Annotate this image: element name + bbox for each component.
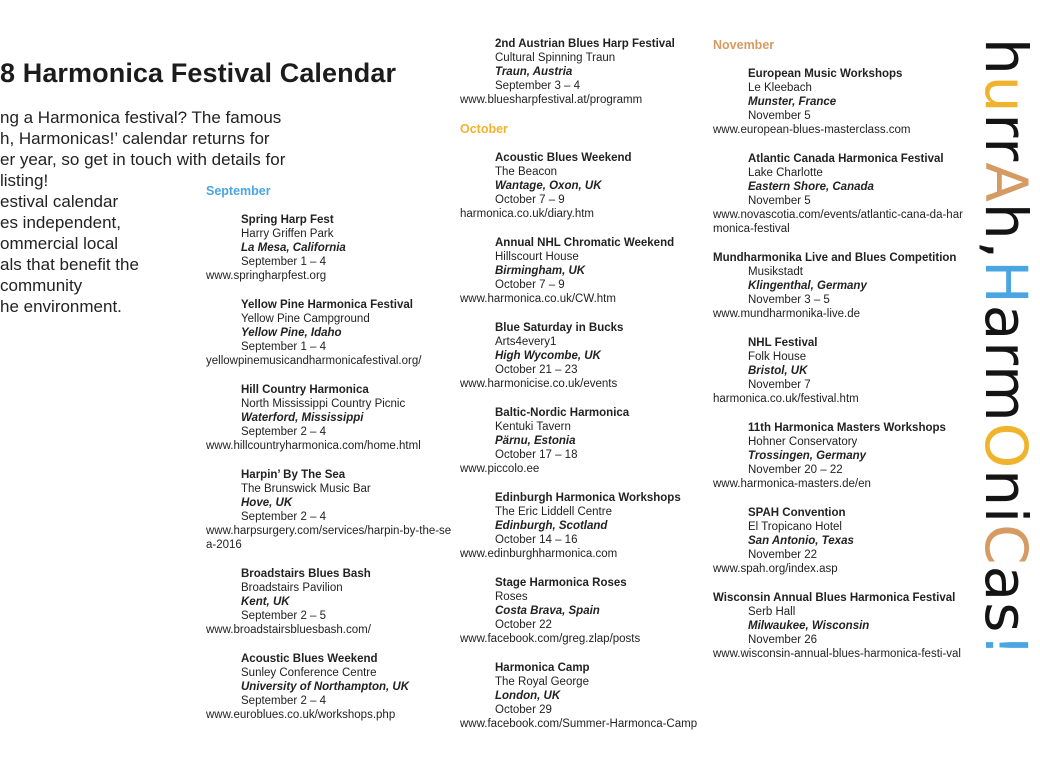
festival-name: 11th Harmonica Masters Workshops — [748, 422, 946, 434]
festival-name: 2nd Austrian Blues Harp Festival — [495, 38, 675, 50]
festival-entry — [460, 661, 710, 731]
festival-entry — [713, 152, 963, 236]
festival-venue: Serb Hall — [748, 606, 796, 618]
festival-dates: September 1 – 4 — [241, 256, 327, 268]
intro-line: listing! — [0, 171, 49, 190]
festival-dates: October 7 – 9 — [495, 194, 565, 206]
festival-location: Eastern Shore, Canada — [748, 181, 874, 193]
festival-dates: November 7 — [748, 379, 811, 391]
festival-website: www.facebook.com/greg.zlap/posts — [460, 633, 641, 645]
festival-venue: Folk House — [748, 351, 807, 363]
festival-location: University of Northampton, UK — [241, 681, 410, 693]
festival-website: www.harmonica.co.uk/CW.htm — [460, 293, 616, 305]
vertical-title-letter: a — [972, 304, 1040, 342]
festival-location: Kent, UK — [241, 596, 290, 608]
festival-website: www.piccolo.ee — [460, 463, 540, 475]
festival-location: Pärnu, Estonia — [495, 435, 576, 447]
festival-location: Milwaukee, Wisconsin — [748, 620, 870, 632]
festival-location: London, UK — [495, 690, 561, 702]
festival-name: Acoustic Blues Weekend — [241, 653, 378, 665]
festival-name: Harmonica Camp — [495, 662, 590, 674]
festival-entry — [206, 468, 456, 552]
festival-location: Yellow Pine, Idaho — [241, 327, 342, 339]
festival-dates: November 22 — [748, 549, 818, 561]
intro-line: ommercial local — [0, 234, 119, 253]
festival-entry — [460, 236, 710, 306]
festival-website: yellowpinemusicandharmonicafestival.org/ — [206, 355, 422, 367]
festival-name: Baltic-Nordic Harmonica — [495, 407, 630, 419]
festival-location: Hove, UK — [241, 497, 293, 509]
festival-entry — [713, 506, 963, 576]
festival-location: Klingenthal, Germany — [748, 280, 867, 292]
festival-entry — [713, 591, 963, 661]
festival-dates: November 26 — [748, 634, 818, 646]
festival-venue: North Mississippi Country Picnic — [241, 398, 406, 410]
festival-venue: Hillscourt House — [495, 251, 579, 263]
festival-location: Traun, Austria — [495, 66, 573, 78]
festival-venue: Le Kleebach — [748, 82, 812, 94]
festival-venue: Broadstairs Pavilion — [241, 582, 343, 594]
festival-name: Atlantic Canada Harmonica Festival — [748, 153, 944, 165]
festival-location: Munster, France — [748, 96, 837, 108]
month-heading: November — [713, 38, 775, 52]
festival-dates: October 22 — [495, 619, 552, 631]
festival-location: Birmingham, UK — [495, 265, 586, 277]
vertical-title-letter: h — [972, 202, 1040, 241]
festival-location: Trossingen, Germany — [748, 450, 867, 462]
vertical-title-letter: , — [972, 240, 1040, 261]
intro-line: er year, so get in touch with details for — [0, 150, 286, 169]
vertical-title-letter: H — [972, 260, 1040, 305]
festival-venue: The Beacon — [495, 166, 558, 178]
festival-venue: Cultural Spinning Traun — [495, 52, 616, 64]
festival-website: www.facebook.com/Summer-Harmonca-Camp — [460, 718, 698, 730]
festival-dates: November 3 – 5 — [748, 294, 830, 306]
festival-name: Edinburgh Harmonica Workshops — [495, 492, 681, 504]
page-title: 8 Harmonica Festival Calendar — [0, 58, 397, 88]
festival-entry — [713, 251, 963, 321]
festival-dates: November 5 — [748, 195, 811, 207]
festival-website: www.broadstairsbluesbash.com/ — [206, 624, 371, 636]
festival-name: Annual NHL Chromatic Weekend — [495, 237, 675, 249]
festival-entry — [206, 213, 456, 283]
vertical-title-letter: r — [972, 341, 1040, 366]
festival-dates: October 14 – 16 — [495, 534, 578, 546]
vertical-title-letter: u — [972, 75, 1040, 114]
festival-name: Blue Saturday in Bucks — [495, 322, 624, 334]
festival-location: Costa Brava, Spain — [495, 605, 600, 617]
festival-venue: Harry Griffen Park — [241, 228, 334, 240]
festival-name: Mundharmonika Live and Blues Competition — [713, 252, 957, 264]
festival-name: Wisconsin Annual Blues Harmonica Festival — [713, 592, 956, 604]
vertical-title-letter: s — [972, 602, 1040, 634]
vertical-title-letter: m — [972, 365, 1040, 423]
intro-line: he environment. — [0, 297, 122, 316]
festival-entry — [206, 652, 456, 722]
festival-website: www.wisconsin-annual-blues-harmonica-festi-val — [713, 648, 961, 660]
intro-line: estival calendar — [0, 192, 119, 211]
festival-location: Waterford, Mississippi — [241, 412, 364, 424]
festival-entry — [460, 151, 710, 221]
festival-entry — [713, 67, 963, 137]
festival-dates: October 29 — [495, 704, 552, 716]
festival-venue: The Brunswick Music Bar — [241, 483, 371, 495]
festival-dates: November 20 – 22 — [748, 464, 843, 476]
october-column — [460, 37, 710, 746]
month-heading: September — [206, 184, 271, 198]
festival-location: Edinburgh, Scotland — [495, 520, 608, 532]
festival-name: Spring Harp Fest — [241, 214, 334, 226]
festival-venue: Sunley Conference Centre — [241, 667, 377, 679]
festival-venue: Yellow Pine Campground — [241, 313, 370, 325]
festival-name: Yellow Pine Harmonica Festival — [241, 299, 413, 311]
festival-dates: September 1 – 4 — [241, 341, 327, 353]
festival-website: www.european-blues-masterclass.com — [713, 124, 911, 136]
festival-entry — [206, 383, 456, 453]
festival-venue: Hohner Conservatory — [748, 436, 858, 448]
festival-dates: November 5 — [748, 110, 811, 122]
festival-entry — [460, 321, 710, 391]
intro-line: als that benefit the — [0, 255, 139, 274]
vertical-title-letter: A — [972, 162, 1040, 203]
festival-name: NHL Festival — [748, 337, 818, 349]
festival-website: www.mundharmonika-live.de — [713, 308, 861, 320]
vertical-title-letter: ! — [972, 633, 1040, 658]
festival-entry — [460, 491, 710, 561]
festival-venue: El Tropicano Hotel — [748, 521, 842, 533]
festival-venue: Kentuki Tavern — [495, 421, 571, 433]
festival-entry — [713, 421, 963, 491]
festival-website: www.harmonica-masters.de/en — [713, 478, 871, 490]
festival-venue: The Royal George — [495, 676, 589, 688]
festival-dates: October 17 – 18 — [495, 449, 578, 461]
festival-website: www.harmonicise.co.uk/events — [460, 378, 618, 390]
festival-website: www.novascotia.com/events/atlantic-cana-da-harmonica-festival — [713, 209, 963, 235]
september-column — [206, 184, 456, 737]
festival-name: Harpin’ By The Sea — [241, 469, 346, 481]
festival-name: Acoustic Blues Weekend — [495, 152, 632, 164]
festival-location: San Antonio, Texas — [748, 535, 854, 547]
festival-dates: September 2 – 4 — [241, 511, 327, 523]
festival-dates: October 7 – 9 — [495, 279, 565, 291]
festival-dates: October 21 – 23 — [495, 364, 578, 376]
vertical-title-letter: n — [972, 469, 1040, 508]
festival-name: SPAH Convention — [748, 507, 846, 519]
festival-website: www.harpsurgery.com/services/harpin-by-the-sea-2016 — [206, 525, 452, 551]
festival-website: harmonica.co.uk/festival.htm — [713, 393, 859, 405]
festival-entry — [460, 37, 710, 107]
festival-dates: September 2 – 5 — [241, 610, 327, 622]
festival-venue: The Eric Liddell Centre — [495, 506, 612, 518]
festival-dates: September 2 – 4 — [241, 426, 327, 438]
vertical-title-letter: O — [972, 422, 1040, 470]
month-heading: October — [460, 122, 508, 136]
festival-website: www.euroblues.co.uk/workshops.php — [206, 709, 396, 721]
festival-website: www.springharpfest.org — [206, 270, 327, 282]
vertical-title-letter: C — [972, 524, 1040, 566]
vertical-title-letter: i — [972, 507, 1040, 525]
festival-website: www.edinburghharmonica.com — [460, 548, 618, 560]
festival-entry — [206, 567, 456, 637]
festival-location: Bristol, UK — [748, 365, 808, 377]
intro-line: community — [0, 276, 83, 295]
festival-entry — [206, 298, 456, 368]
november-column — [713, 38, 963, 676]
intro-line: h, Harmonicas!’ calendar returns for — [0, 129, 270, 148]
festival-name: Stage Harmonica Roses — [495, 577, 627, 589]
festival-website: www.hillcountryharmonica.com/home.html — [206, 440, 421, 452]
festival-entry — [713, 336, 963, 406]
festival-name: European Music Workshops — [748, 68, 903, 80]
festival-name: Broadstairs Blues Bash — [241, 568, 371, 580]
festival-website: harmonica.co.uk/diary.htm — [460, 208, 595, 220]
vertical-hurrah-harmonicas-title — [972, 38, 1040, 738]
festival-website: www.bluesharpfestival.at/programm — [460, 94, 643, 106]
festival-location: High Wycombe, UK — [495, 350, 601, 362]
festival-entry — [460, 406, 710, 476]
festival-location: Wantage, Oxon, UK — [495, 180, 602, 192]
festival-venue: Roses — [495, 591, 528, 603]
festival-name: Hill Country Harmonica — [241, 384, 369, 396]
vertical-title-letter: h — [972, 38, 1040, 76]
festival-venue: Arts4every1 — [495, 336, 557, 348]
vertical-title-letter: a — [972, 565, 1040, 603]
intro-line: es independent, — [0, 213, 121, 232]
festival-dates: September 2 – 4 — [241, 695, 327, 707]
vertical-title-letter: r — [972, 113, 1040, 138]
festival-venue: Musikstadt — [748, 266, 803, 278]
vertical-title-letter: r — [972, 137, 1040, 163]
festival-venue: Lake Charlotte — [748, 167, 823, 179]
intro-line: ng a Harmonica festival? The famous — [0, 108, 282, 127]
festival-website: www.spah.org/index.asp — [713, 563, 838, 575]
festival-entry — [460, 576, 710, 646]
festival-location: La Mesa, California — [241, 242, 346, 254]
festival-dates: September 3 – 4 — [495, 80, 581, 92]
